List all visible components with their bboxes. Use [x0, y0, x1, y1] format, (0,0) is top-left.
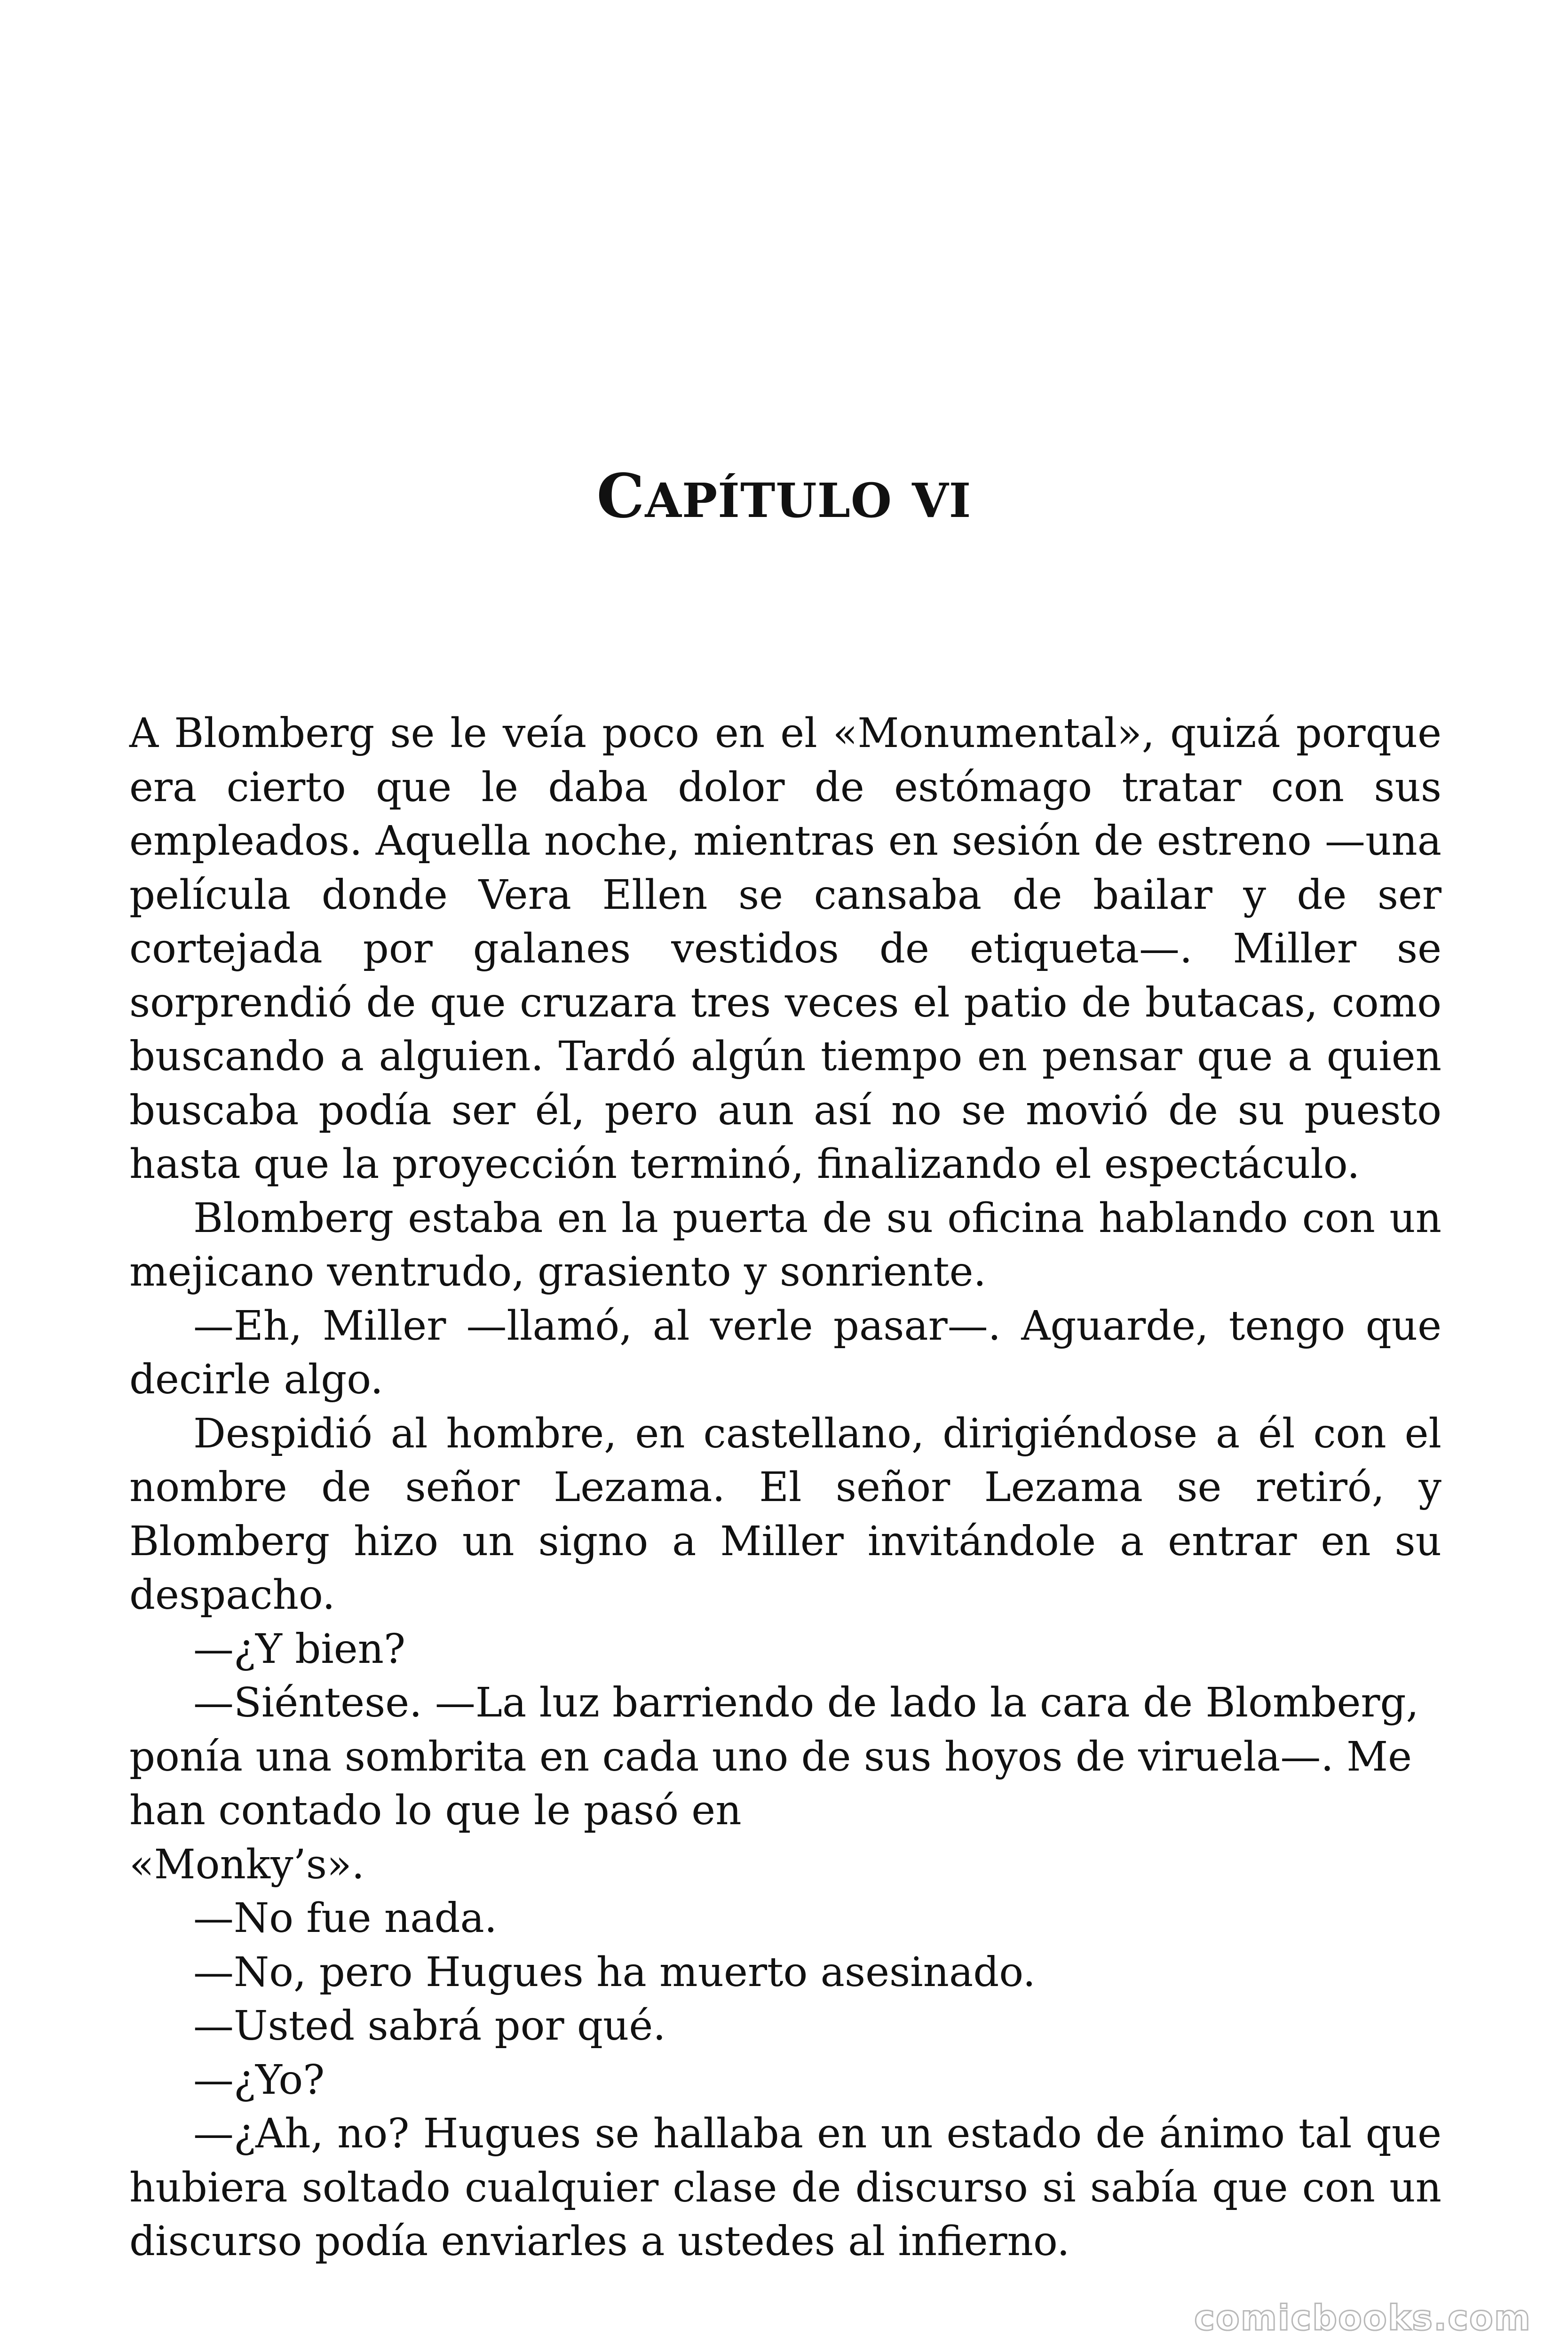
- paragraph: —¿Yo?: [193, 2056, 325, 2104]
- paragraph: —No, pero Hugues ha muerto asesinado.: [193, 1948, 1036, 1996]
- watermark: comicbooks.com: [1194, 2298, 1531, 2338]
- chapter-title-numeral: VI: [912, 473, 972, 528]
- paragraph: «Monky’s».: [129, 1841, 364, 1888]
- paragraph: —¿Y bien?: [193, 1625, 406, 1673]
- paragraph: —Eh, Miller —llamó, al verle pasar—. Aguarde, tengo que decirle algo.: [129, 1302, 1441, 1403]
- paragraph: A Blomberg se le veía poco en el «Monumental», quizá porque era cierto que le daba dolor de estómago tratar con sus empleados. Aquella noche, mientras en sesión de estreno —una película donde Vera Ellen se cansaba de bailar y de ser cortejada por galanes vestidos de etiqueta—. Miller se sorprendió de que cruzara tres veces el patio de butacas, como buscando a alguien. Tardó algún tiempo en pensar que a quien buscaba podía ser él, pero aun así no se movió de su puesto hasta que la proyección terminó, finalizando el espectáculo.: [129, 710, 1441, 1188]
- paragraph: Blomberg estaba en la puerta de su oficina hablando con un mejicano ventrudo, grasiento y sonriente.: [129, 1194, 1441, 1295]
- chapter-title: [0, 461, 1568, 532]
- chapter-title-word: APÍTULO: [645, 473, 892, 528]
- chapter-title-initial: C: [596, 461, 645, 532]
- body-text: [129, 707, 1441, 2269]
- paragraph: —Siéntese. —La luz barriendo de lado la cara de Blomberg, ponía una sombrita en cada uno de sus hoyos de viruela—. Me han contado lo que le pasó en: [129, 1679, 1419, 1834]
- paragraph: —No fue nada.: [193, 1895, 498, 1942]
- paragraph: Despidió al hombre, en castellano, dirigiéndose a él con el nombre de señor Lezama. El señor Lezama se retiró, y Blomberg hizo un signo a Miller invitándole a entrar en su despacho.: [129, 1410, 1441, 1619]
- paragraph: —Usted sabrá por qué.: [193, 2002, 666, 2050]
- paragraph: —¿Ah, no? Hugues se hallaba en un estado de ánimo tal que hubiera soltado cualquier clase de discurso si sabía que con un discurso podía enviarles a ustedes al infierno.: [129, 2110, 1441, 2265]
